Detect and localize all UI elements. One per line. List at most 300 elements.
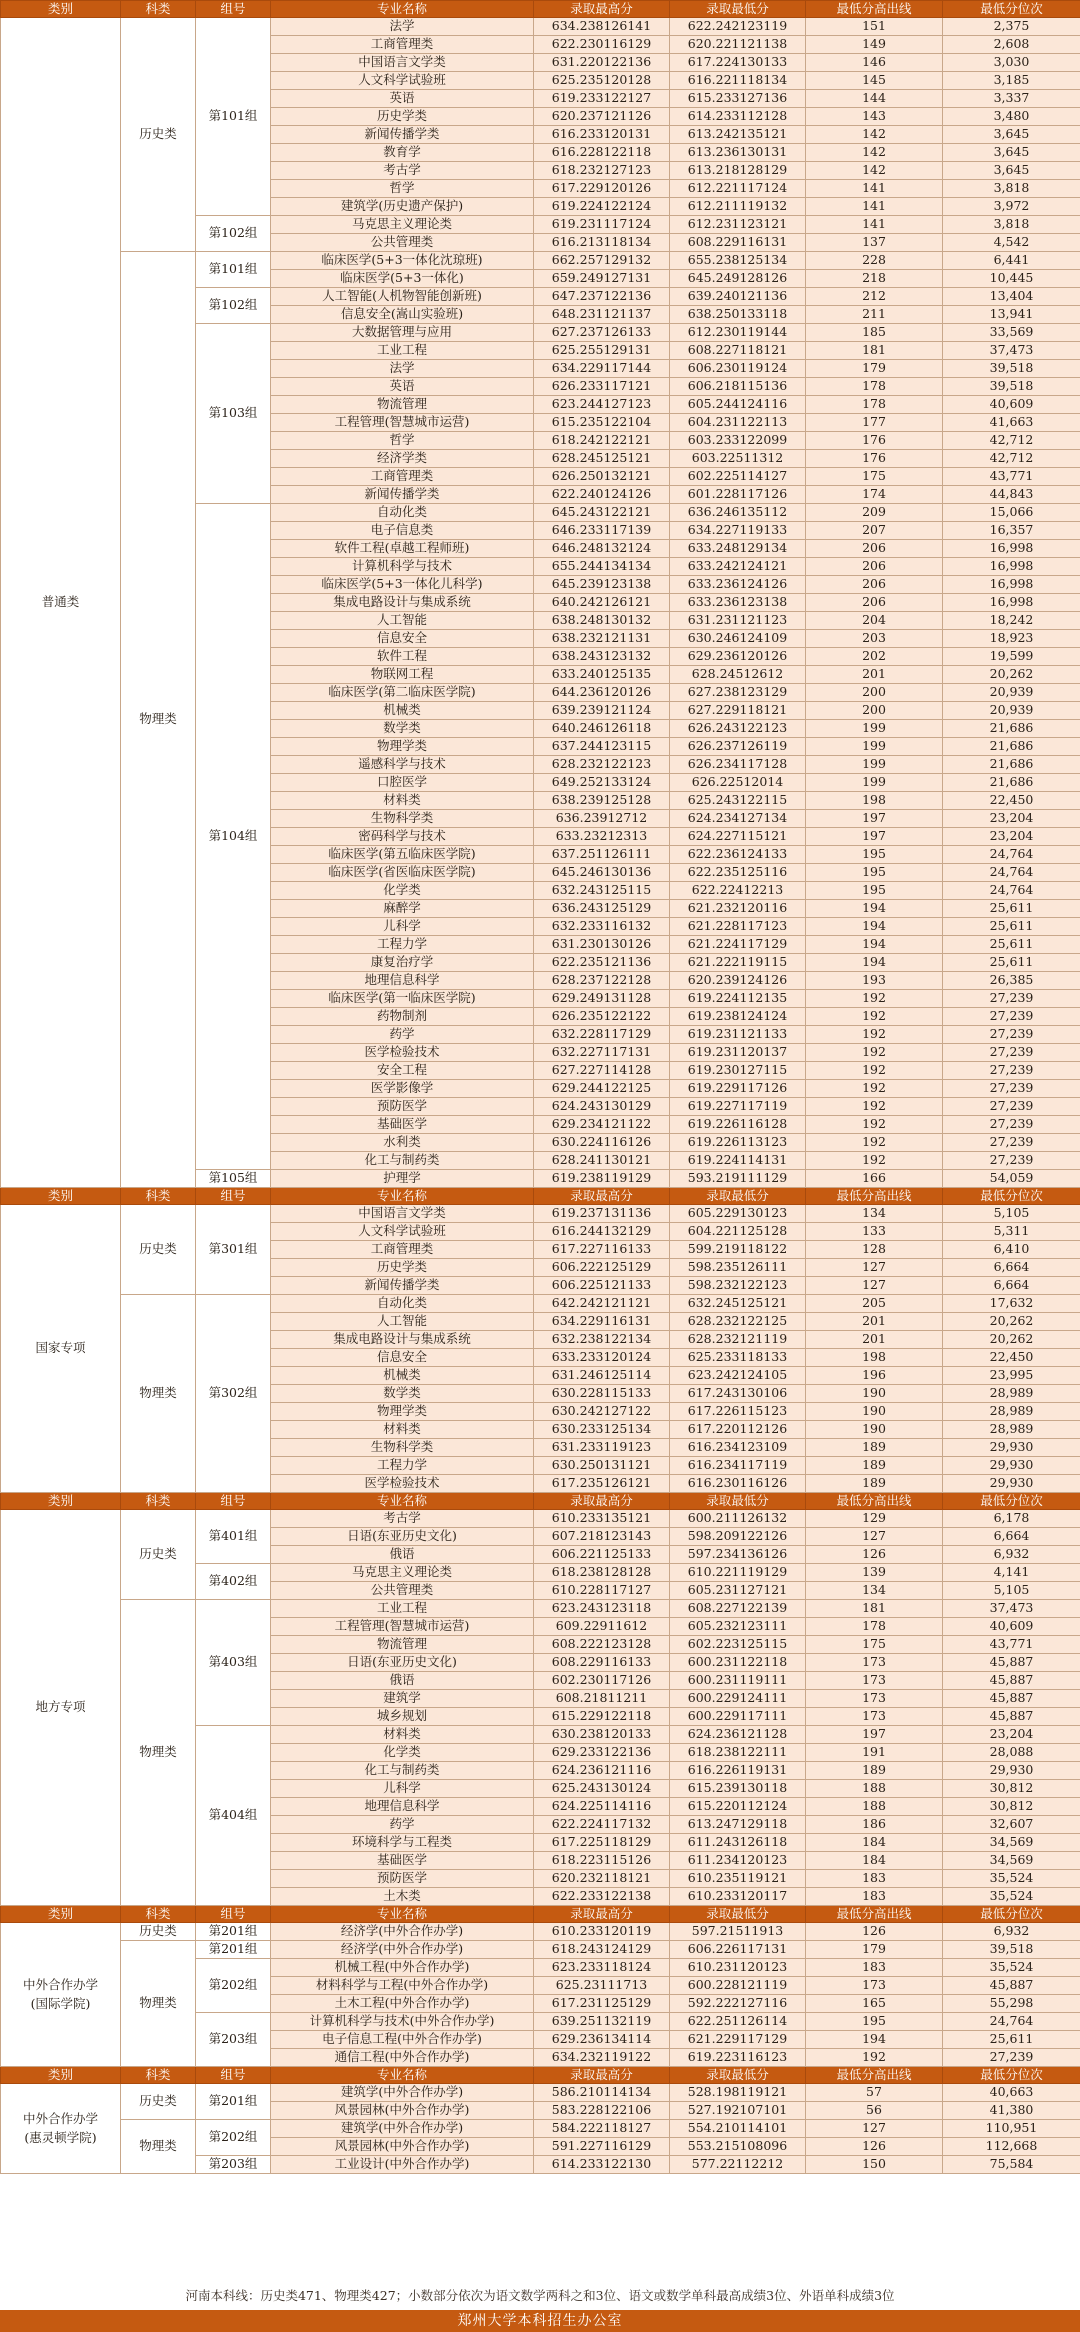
max-score-cell: 634.238126141 [534, 18, 670, 36]
min-score-cell: 597.21511913 [670, 1923, 806, 1941]
min-rank-cell: 28,088 [943, 1744, 1080, 1762]
min-score-cell: 626.237126119 [670, 738, 806, 756]
above-line-cell: 183 [806, 1870, 943, 1888]
major-name-cell: 医学检验技术 [271, 1044, 534, 1062]
group-cell: 第102组 [196, 216, 271, 252]
min-rank-cell: 21,686 [943, 738, 1080, 756]
min-score-cell: 612.211119132 [670, 198, 806, 216]
min-score-cell: 600.231119111 [670, 1672, 806, 1690]
above-line-cell: 199 [806, 756, 943, 774]
max-score-cell: 616.228122118 [534, 144, 670, 162]
above-line-cell: 175 [806, 1636, 943, 1654]
max-score-cell: 628.237122128 [534, 972, 670, 990]
max-score-cell: 624.243130129 [534, 1098, 670, 1116]
above-line-cell: 146 [806, 54, 943, 72]
above-line-cell: 192 [806, 1116, 943, 1134]
major-name-cell: 临床医学(5+3一体化儿科学) [271, 576, 534, 594]
max-score-cell: 616.213118134 [534, 234, 670, 252]
major-name-cell: 软件工程 [271, 648, 534, 666]
min-rank-cell: 39,518 [943, 1941, 1080, 1959]
category-cell: 中外合作办学 (国际学院) [1, 1923, 121, 2067]
min-score-cell: 621.224117129 [670, 936, 806, 954]
above-line-cell: 126 [806, 1923, 943, 1941]
above-line-cell: 181 [806, 1600, 943, 1618]
major-name-cell: 化学类 [271, 1744, 534, 1762]
min-score-cell: 617.220112126 [670, 1421, 806, 1439]
max-score-cell: 626.233117121 [534, 378, 670, 396]
major-name-cell: 工业工程 [271, 1600, 534, 1618]
min-score-cell: 605.244124116 [670, 396, 806, 414]
max-score-cell: 606.222125129 [534, 1259, 670, 1277]
max-score-cell: 584.222118127 [534, 2120, 670, 2138]
major-name-cell: 集成电路设计与集成系统 [271, 594, 534, 612]
major-name-cell: 新闻传播学类 [271, 486, 534, 504]
major-name-cell: 通信工程(中外合作办学) [271, 2049, 534, 2067]
max-score-cell: 630.228115133 [534, 1385, 670, 1403]
above-line-cell: 151 [806, 18, 943, 36]
max-score-cell: 586.210114134 [534, 2084, 670, 2102]
min-rank-cell: 24,764 [943, 864, 1080, 882]
min-score-cell: 621.228117123 [670, 918, 806, 936]
column-header: 最低分位次 [943, 2067, 1080, 2084]
group-cell: 第203组 [196, 2013, 271, 2067]
max-score-cell: 629.234121122 [534, 1116, 670, 1134]
major-name-cell: 物理学类 [271, 738, 534, 756]
subject-cell: 历史类 [121, 1510, 196, 1600]
column-header: 录取最低分 [670, 1188, 806, 1205]
table-row [1, 1600, 1080, 1618]
group-cell: 第105组 [196, 1170, 271, 1188]
major-name-cell: 材料类 [271, 1726, 534, 1744]
min-rank-cell: 45,887 [943, 1977, 1080, 1995]
max-score-cell: 631.233119123 [534, 1439, 670, 1457]
max-score-cell: 629.233122136 [534, 1744, 670, 1762]
max-score-cell: 617.231125129 [534, 1995, 670, 2013]
min-score-cell: 610.235119121 [670, 1870, 806, 1888]
max-score-cell: 645.246130136 [534, 864, 670, 882]
major-name-cell: 预防医学 [271, 1870, 534, 1888]
max-score-cell: 628.245125121 [534, 450, 670, 468]
min-score-cell: 625.243122115 [670, 792, 806, 810]
min-rank-cell: 3,645 [943, 126, 1080, 144]
above-line-cell: 133 [806, 1223, 943, 1241]
group-cell: 第103组 [196, 324, 271, 504]
major-name-cell: 考古学 [271, 1510, 534, 1528]
max-score-cell: 649.252133124 [534, 774, 670, 792]
min-rank-cell: 22,450 [943, 1349, 1080, 1367]
major-name-cell: 经济学类 [271, 450, 534, 468]
min-rank-cell: 30,812 [943, 1798, 1080, 1816]
min-rank-cell: 16,998 [943, 576, 1080, 594]
max-score-cell: 638.239125128 [534, 792, 670, 810]
major-name-cell: 临床医学(5+3一体化) [271, 270, 534, 288]
min-rank-cell: 23,204 [943, 1726, 1080, 1744]
max-score-cell: 617.229120126 [534, 180, 670, 198]
max-score-cell: 623.244127123 [534, 396, 670, 414]
above-line-cell: 189 [806, 1475, 943, 1493]
max-score-cell: 608.222123128 [534, 1636, 670, 1654]
max-score-cell: 631.230130126 [534, 936, 670, 954]
major-name-cell: 基础医学 [271, 1116, 534, 1134]
major-name-cell: 法学 [271, 18, 534, 36]
min-score-cell: 610.233120117 [670, 1888, 806, 1906]
table-row [1, 2120, 1080, 2138]
min-score-cell: 625.233118133 [670, 1349, 806, 1367]
min-score-cell: 629.236120126 [670, 648, 806, 666]
above-line-cell: 198 [806, 792, 943, 810]
min-rank-cell: 23,204 [943, 828, 1080, 846]
min-rank-cell: 27,239 [943, 1152, 1080, 1170]
above-line-cell: 141 [806, 180, 943, 198]
max-score-cell: 616.233120131 [534, 126, 670, 144]
min-rank-cell: 3,818 [943, 216, 1080, 234]
max-score-cell: 634.229116131 [534, 1313, 670, 1331]
max-score-cell: 628.241130121 [534, 1152, 670, 1170]
min-score-cell: 611.243126118 [670, 1834, 806, 1852]
min-rank-cell: 30,812 [943, 1780, 1080, 1798]
major-name-cell: 风景园林(中外合作办学) [271, 2138, 534, 2156]
above-line-cell: 184 [806, 1834, 943, 1852]
major-name-cell: 英语 [271, 378, 534, 396]
major-name-cell: 数学类 [271, 1385, 534, 1403]
above-line-cell: 141 [806, 198, 943, 216]
major-name-cell: 城乡规划 [271, 1708, 534, 1726]
min-rank-cell: 3,645 [943, 162, 1080, 180]
max-score-cell: 630.242127122 [534, 1403, 670, 1421]
above-line-cell: 191 [806, 1744, 943, 1762]
major-name-cell: 日语(东亚历史文化) [271, 1528, 534, 1546]
max-score-cell: 619.231117124 [534, 216, 670, 234]
subject-cell: 历史类 [121, 1923, 196, 1941]
above-line-cell: 184 [806, 1852, 943, 1870]
min-score-cell: 602.223125115 [670, 1636, 806, 1654]
min-score-cell: 553.215108096 [670, 2138, 806, 2156]
min-score-cell: 616.230116126 [670, 1475, 806, 1493]
min-score-cell: 621.229117129 [670, 2031, 806, 2049]
major-name-cell: 化工与制药类 [271, 1762, 534, 1780]
min-score-cell: 606.230119124 [670, 360, 806, 378]
above-line-cell: 145 [806, 72, 943, 90]
major-name-cell: 新闻传播学类 [271, 126, 534, 144]
column-header: 专业名称 [271, 1493, 534, 1510]
min-score-cell: 638.250133118 [670, 306, 806, 324]
group-cell: 第301组 [196, 1205, 271, 1295]
major-name-cell: 电子信息工程(中外合作办学) [271, 2031, 534, 2049]
max-score-cell: 624.225114116 [534, 1798, 670, 1816]
table-header-row [1, 1188, 1080, 1205]
major-name-cell: 地理信息科学 [271, 972, 534, 990]
min-score-cell: 619.226116128 [670, 1116, 806, 1134]
min-rank-cell: 27,239 [943, 1134, 1080, 1152]
min-rank-cell: 20,939 [943, 684, 1080, 702]
min-score-cell: 597.234136126 [670, 1546, 806, 1564]
column-header: 录取最低分 [670, 1493, 806, 1510]
above-line-cell: 173 [806, 1690, 943, 1708]
min-rank-cell: 34,569 [943, 1834, 1080, 1852]
min-score-cell: 611.234120123 [670, 1852, 806, 1870]
above-line-cell: 181 [806, 342, 943, 360]
column-header: 类别 [1, 2067, 121, 2084]
max-score-cell: 610.233120119 [534, 1923, 670, 1941]
max-score-cell: 662.257129132 [534, 252, 670, 270]
major-name-cell: 药学 [271, 1026, 534, 1044]
min-rank-cell: 35,524 [943, 1888, 1080, 1906]
above-line-cell: 189 [806, 1762, 943, 1780]
max-score-cell: 610.233135121 [534, 1510, 670, 1528]
major-name-cell: 工商管理类 [271, 468, 534, 486]
above-line-cell: 142 [806, 144, 943, 162]
min-rank-cell: 27,239 [943, 1026, 1080, 1044]
min-score-cell: 606.218115136 [670, 378, 806, 396]
min-score-cell: 617.226115123 [670, 1403, 806, 1421]
min-score-cell: 610.231120123 [670, 1959, 806, 1977]
above-line-cell: 195 [806, 846, 943, 864]
min-rank-cell: 16,998 [943, 558, 1080, 576]
group-cell: 第201组 [196, 1923, 271, 1941]
max-score-cell: 619.238119129 [534, 1170, 670, 1188]
major-name-cell: 材料类 [271, 792, 534, 810]
major-name-cell: 人工智能 [271, 612, 534, 630]
min-rank-cell: 45,887 [943, 1708, 1080, 1726]
min-score-cell: 619.224114131 [670, 1152, 806, 1170]
major-name-cell: 生物科学类 [271, 1439, 534, 1457]
above-line-cell: 192 [806, 990, 943, 1008]
max-score-cell: 638.243123132 [534, 648, 670, 666]
min-score-cell: 631.231121123 [670, 612, 806, 630]
category-cell: 国家专项 [1, 1205, 121, 1493]
min-score-cell: 608.229116131 [670, 234, 806, 252]
above-line-cell: 200 [806, 684, 943, 702]
min-rank-cell: 3,185 [943, 72, 1080, 90]
group-cell: 第403组 [196, 1600, 271, 1726]
major-name-cell: 人文科学试验班 [271, 1223, 534, 1241]
category-cell: 地方专项 [1, 1510, 121, 1906]
min-score-cell: 622.22412213 [670, 882, 806, 900]
above-line-cell: 194 [806, 936, 943, 954]
major-name-cell: 经济学(中外合作办学) [271, 1923, 534, 1941]
group-cell: 第201组 [196, 2084, 271, 2120]
above-line-cell: 194 [806, 2031, 943, 2049]
above-line-cell: 209 [806, 504, 943, 522]
min-score-cell: 615.239130118 [670, 1780, 806, 1798]
column-header: 最低分高出线 [806, 2067, 943, 2084]
min-rank-cell: 17,632 [943, 1295, 1080, 1313]
min-score-cell: 602.225114127 [670, 468, 806, 486]
max-score-cell: 622.233122138 [534, 1888, 670, 1906]
major-name-cell: 材料类 [271, 1421, 534, 1439]
min-score-cell: 645.249128126 [670, 270, 806, 288]
above-line-cell: 126 [806, 2138, 943, 2156]
column-header: 组号 [196, 1188, 271, 1205]
max-score-cell: 633.240125135 [534, 666, 670, 684]
major-name-cell: 安全工程 [271, 1062, 534, 1080]
min-score-cell: 630.246124109 [670, 630, 806, 648]
subject-cell: 物理类 [121, 1295, 196, 1493]
column-header: 专业名称 [271, 1, 534, 18]
subject-cell: 历史类 [121, 1205, 196, 1295]
min-rank-cell: 40,663 [943, 2084, 1080, 2102]
min-rank-cell: 44,843 [943, 486, 1080, 504]
min-rank-cell: 45,887 [943, 1654, 1080, 1672]
min-rank-cell: 24,764 [943, 2013, 1080, 2031]
min-score-cell: 619.238124124 [670, 1008, 806, 1026]
above-line-cell: 177 [806, 414, 943, 432]
above-line-cell: 173 [806, 1708, 943, 1726]
max-score-cell: 655.244134134 [534, 558, 670, 576]
column-header: 最低分位次 [943, 1493, 1080, 1510]
max-score-cell: 618.223115126 [534, 1852, 670, 1870]
above-line-cell: 201 [806, 1331, 943, 1349]
min-rank-cell: 75,584 [943, 2156, 1080, 2174]
above-line-cell: 206 [806, 594, 943, 612]
min-rank-cell: 110,951 [943, 2120, 1080, 2138]
major-name-cell: 中国语言文学类 [271, 54, 534, 72]
above-line-cell: 173 [806, 1977, 943, 1995]
group-cell: 第104组 [196, 504, 271, 1170]
group-cell: 第203组 [196, 2156, 271, 2174]
min-rank-cell: 27,239 [943, 1008, 1080, 1026]
min-score-cell: 614.233112128 [670, 108, 806, 126]
major-name-cell: 中国语言文学类 [271, 1205, 534, 1223]
column-header: 最低分位次 [943, 1, 1080, 18]
above-line-cell: 194 [806, 900, 943, 918]
min-rank-cell: 35,524 [943, 1959, 1080, 1977]
max-score-cell: 616.244132129 [534, 1223, 670, 1241]
max-score-cell: 644.236120126 [534, 684, 670, 702]
min-rank-cell: 29,930 [943, 1439, 1080, 1457]
major-name-cell: 自动化类 [271, 1295, 534, 1313]
min-rank-cell: 20,262 [943, 666, 1080, 684]
min-rank-cell: 2,608 [943, 36, 1080, 54]
column-header: 组号 [196, 2067, 271, 2084]
above-line-cell: 199 [806, 774, 943, 792]
min-score-cell: 613.218128129 [670, 162, 806, 180]
max-score-cell: 638.248130132 [534, 612, 670, 630]
above-line-cell: 141 [806, 216, 943, 234]
column-header: 类别 [1, 1, 121, 18]
above-line-cell: 176 [806, 432, 943, 450]
max-score-cell: 625.23111713 [534, 1977, 670, 1995]
max-score-cell: 607.218123143 [534, 1528, 670, 1546]
max-score-cell: 631.246125114 [534, 1367, 670, 1385]
max-score-cell: 629.249131128 [534, 990, 670, 1008]
min-score-cell: 528.198119121 [670, 2084, 806, 2102]
above-line-cell: 190 [806, 1403, 943, 1421]
column-header: 录取最高分 [534, 1906, 670, 1923]
min-rank-cell: 19,599 [943, 648, 1080, 666]
major-name-cell: 化学类 [271, 882, 534, 900]
max-score-cell: 634.232119122 [534, 2049, 670, 2067]
above-line-cell: 194 [806, 918, 943, 936]
min-score-cell: 592.222127116 [670, 1995, 806, 2013]
major-name-cell: 口腔医学 [271, 774, 534, 792]
min-rank-cell: 40,609 [943, 1618, 1080, 1636]
min-rank-cell: 25,611 [943, 2031, 1080, 2049]
min-rank-cell: 6,441 [943, 252, 1080, 270]
max-score-cell: 632.227117131 [534, 1044, 670, 1062]
min-rank-cell: 42,712 [943, 432, 1080, 450]
above-line-cell: 139 [806, 1564, 943, 1582]
major-name-cell: 临床医学(5+3一体化沈琼班) [271, 252, 534, 270]
min-rank-cell: 6,664 [943, 1277, 1080, 1295]
min-rank-cell: 6,178 [943, 1510, 1080, 1528]
column-header: 最低分高出线 [806, 1493, 943, 1510]
table-row [1, 1510, 1080, 1528]
column-header: 录取最高分 [534, 1, 670, 18]
above-line-cell: 143 [806, 108, 943, 126]
min-rank-cell: 20,262 [943, 1313, 1080, 1331]
major-name-cell: 马克思主义理论类 [271, 216, 534, 234]
min-score-cell: 624.227115121 [670, 828, 806, 846]
footer-banner: 郑州大学本科招生办公室 [0, 2310, 1080, 2332]
min-score-cell: 598.232122123 [670, 1277, 806, 1295]
major-name-cell: 信息安全 [271, 1349, 534, 1367]
min-rank-cell: 18,242 [943, 612, 1080, 630]
group-cell: 第404组 [196, 1726, 271, 1906]
major-name-cell: 日语(东亚历史文化) [271, 1654, 534, 1672]
max-score-cell: 633.23212313 [534, 828, 670, 846]
min-score-cell: 608.227122139 [670, 1600, 806, 1618]
max-score-cell: 636.243125129 [534, 900, 670, 918]
above-line-cell: 206 [806, 558, 943, 576]
major-name-cell: 哲学 [271, 180, 534, 198]
column-header: 录取最高分 [534, 1493, 670, 1510]
major-name-cell: 哲学 [271, 432, 534, 450]
major-name-cell: 计算机科学与技术 [271, 558, 534, 576]
min-rank-cell: 13,941 [943, 306, 1080, 324]
max-score-cell: 659.249127131 [534, 270, 670, 288]
major-name-cell: 临床医学(第五临床医学院) [271, 846, 534, 864]
max-score-cell: 637.244123115 [534, 738, 670, 756]
above-line-cell: 144 [806, 90, 943, 108]
max-score-cell: 617.235126121 [534, 1475, 670, 1493]
min-score-cell: 593.219111129 [670, 1170, 806, 1188]
min-score-cell: 603.233122099 [670, 432, 806, 450]
min-score-cell: 624.234127134 [670, 810, 806, 828]
subject-cell: 物理类 [121, 252, 196, 1188]
column-header: 专业名称 [271, 1188, 534, 1205]
group-cell: 第402组 [196, 1564, 271, 1600]
min-score-cell: 604.231122113 [670, 414, 806, 432]
min-rank-cell: 3,337 [943, 90, 1080, 108]
major-name-cell: 俄语 [271, 1672, 534, 1690]
above-line-cell: 134 [806, 1205, 943, 1223]
max-score-cell: 642.242121121 [534, 1295, 670, 1313]
max-score-cell: 591.227116129 [534, 2138, 670, 2156]
min-rank-cell: 21,686 [943, 720, 1080, 738]
min-score-cell: 616.226119131 [670, 1762, 806, 1780]
min-score-cell: 623.242124105 [670, 1367, 806, 1385]
max-score-cell: 648.231121137 [534, 306, 670, 324]
major-name-cell: 历史学类 [271, 108, 534, 126]
min-score-cell: 627.229118121 [670, 702, 806, 720]
major-name-cell: 麻醉学 [271, 900, 534, 918]
category-cell: 中外合作办学 (惠灵顿学院) [1, 2084, 121, 2174]
max-score-cell: 625.255129131 [534, 342, 670, 360]
min-rank-cell: 25,611 [943, 936, 1080, 954]
above-line-cell: 185 [806, 324, 943, 342]
min-score-cell: 626.234117128 [670, 756, 806, 774]
min-rank-cell: 5,311 [943, 1223, 1080, 1241]
min-score-cell: 605.229130123 [670, 1205, 806, 1223]
column-header: 录取最高分 [534, 1188, 670, 1205]
min-rank-cell: 37,473 [943, 1600, 1080, 1618]
min-rank-cell: 40,609 [943, 396, 1080, 414]
major-name-cell: 工程力学 [271, 936, 534, 954]
min-score-cell: 628.232122125 [670, 1313, 806, 1331]
min-rank-cell: 23,995 [943, 1367, 1080, 1385]
min-score-cell: 612.221117124 [670, 180, 806, 198]
